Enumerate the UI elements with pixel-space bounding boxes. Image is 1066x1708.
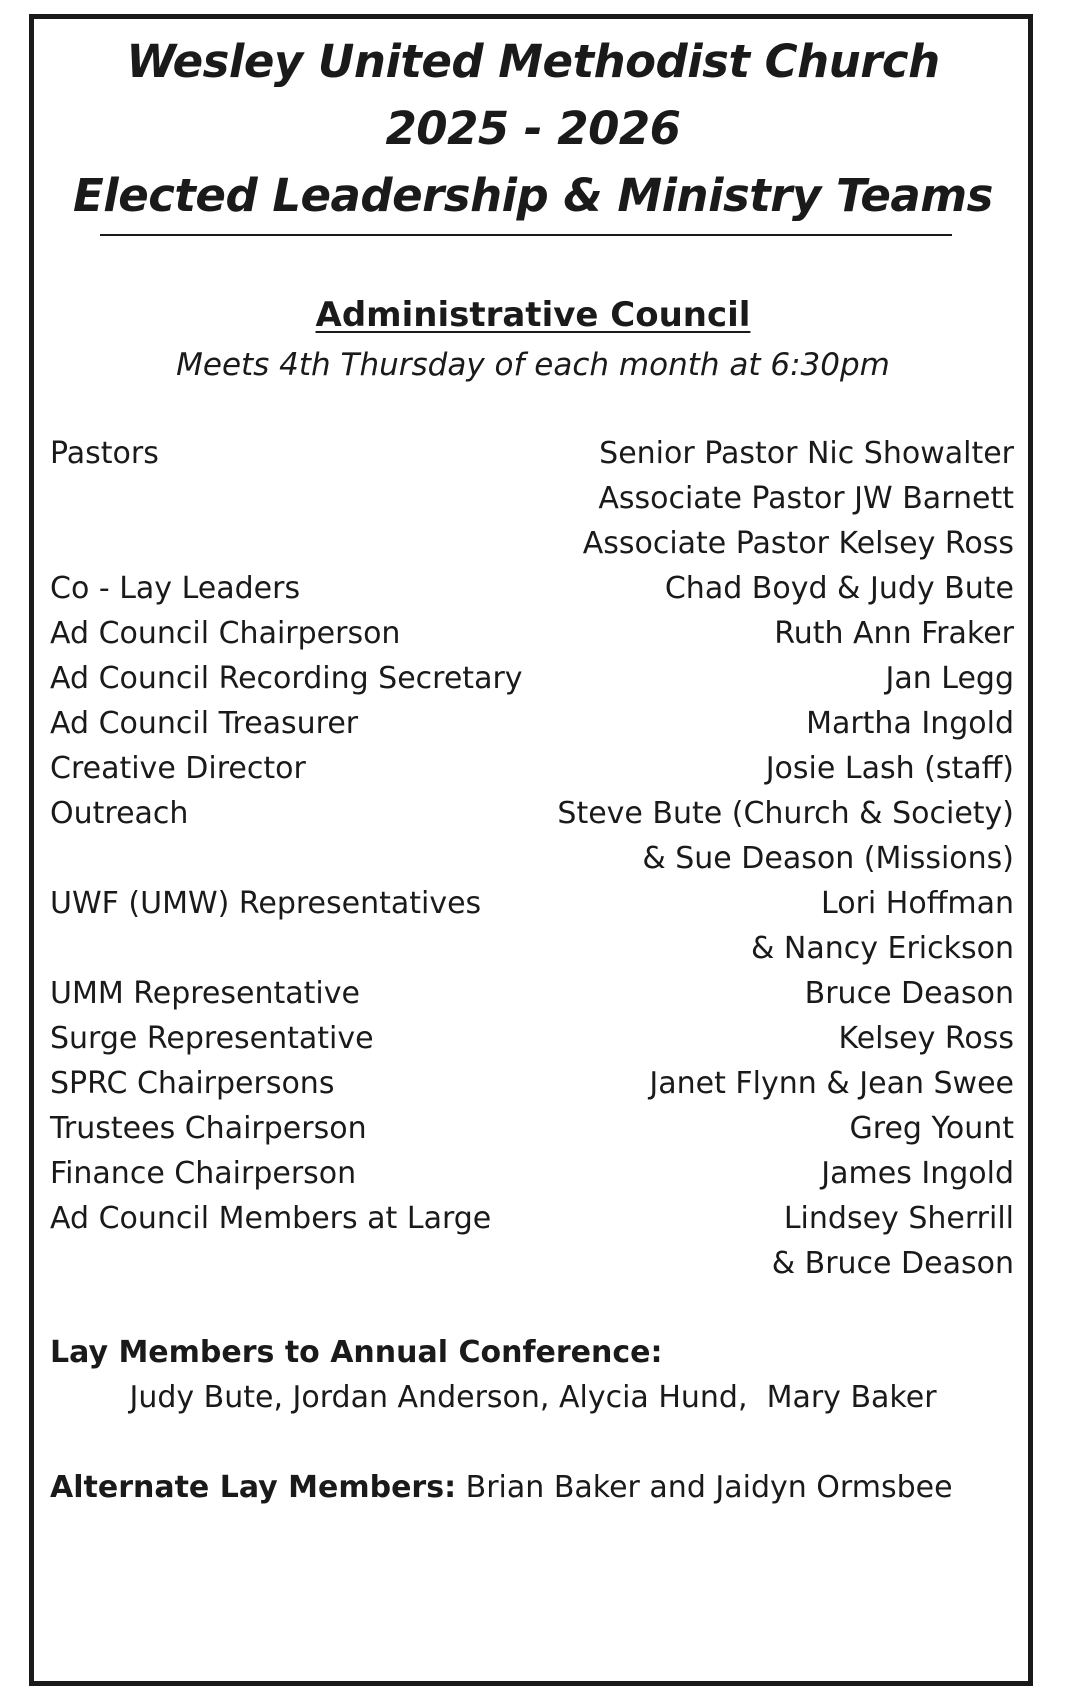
roster-row: [50, 1106, 1014, 1151]
alternate-lay-members: [50, 1465, 953, 1510]
roster-name-line: Jan Legg: [885, 661, 1014, 696]
roster-row: [50, 1151, 1014, 1196]
roster-names: [805, 971, 1014, 1016]
roster-role: Pastors: [50, 436, 159, 471]
roster-role: SPRC Chairpersons: [50, 1066, 335, 1101]
roster-role: Ad Council Treasurer: [50, 706, 359, 741]
meeting-schedule: Meets 4th Thursday of each month at 6:30pm: [176, 347, 890, 383]
roster-names: [839, 1016, 1014, 1061]
roster-row: [50, 1016, 1014, 1061]
roster-role: Co - Lay Leaders: [50, 571, 301, 606]
roster-name-line: Janet Flynn & Jean Swee: [649, 1066, 1014, 1101]
roster-role: Ad Council Chairperson: [50, 616, 401, 651]
roster-name-line: James Ingold: [821, 1156, 1014, 1191]
alternate-lay-members-label: Alternate Lay Members:: [50, 1470, 457, 1505]
lay-members-names: Judy Bute, Jordan Anderson, Alycia Hund, Mary Baker: [129, 1380, 937, 1415]
roster-name-line: Kelsey Ross: [838, 1021, 1014, 1056]
roster-names: [821, 1151, 1014, 1196]
roster-role: Ad Council Recording Secretary: [50, 661, 523, 696]
title-year: 2025 - 2026: [385, 102, 681, 155]
roster-row: [50, 971, 1014, 1016]
roster-name-line: Greg Yount: [849, 1111, 1014, 1146]
title-subtitle: Elected Leadership & Ministry Teams: [73, 169, 993, 222]
roster-name-line: & Nancy Erickson: [750, 931, 1014, 966]
roster-row: [50, 431, 1014, 566]
title-divider: [100, 234, 952, 236]
roster-names: [766, 746, 1014, 791]
roster-name-line: Steve Bute (Church & Society): [557, 796, 1014, 831]
title-church-name: Wesley United Methodist Church: [126, 35, 940, 88]
roster-role: Surge Representative: [50, 1021, 374, 1056]
roster-name-line: Martha Ingold: [806, 706, 1014, 741]
roster-name-line: Associate Pastor JW Barnett: [598, 481, 1014, 516]
roster-names: [557, 791, 1014, 881]
leadership-roster: [50, 431, 1014, 1286]
roster-row: [50, 656, 1014, 701]
roster-row: [50, 701, 1014, 746]
roster-role: Trustees Chairperson: [50, 1111, 367, 1146]
roster-row: [50, 1061, 1014, 1106]
roster-name-line: Lori Hoffman: [821, 886, 1014, 921]
roster-role: UWF (UMW) Representatives: [50, 886, 482, 921]
roster-names: [885, 656, 1014, 701]
roster-names: [665, 566, 1014, 611]
roster-name-line: Josie Lash (staff): [765, 751, 1014, 786]
lay-members-heading: Lay Members to Annual Conference:: [50, 1335, 663, 1370]
alternate-lay-members-names: Brian Baker and Jaidyn Ormsbee: [465, 1470, 953, 1505]
roster-names: [772, 1196, 1014, 1286]
roster-names: [806, 701, 1014, 746]
roster-name-line: Bruce Deason: [804, 976, 1014, 1011]
roster-role: Creative Director: [50, 751, 306, 786]
roster-row: [50, 791, 1014, 881]
roster-name-line: Ruth Ann Fraker: [774, 616, 1014, 651]
roster-names: [649, 1061, 1014, 1106]
roster-names: [583, 431, 1014, 566]
roster-row: [50, 746, 1014, 791]
roster-name-line: & Sue Deason (Missions): [642, 841, 1014, 876]
section-heading: Administrative Council: [315, 295, 751, 335]
roster-row: [50, 881, 1014, 971]
roster-names: [774, 611, 1014, 656]
page-title: [0, 28, 1066, 229]
roster-role: Outreach: [50, 796, 189, 831]
roster-name-line: & Bruce Deason: [771, 1246, 1014, 1281]
roster-row: [50, 566, 1014, 611]
roster-row: [50, 1196, 1014, 1286]
roster-name-line: Associate Pastor Kelsey Ross: [582, 526, 1014, 561]
roster-names: [850, 1106, 1014, 1151]
roster-row: [50, 611, 1014, 656]
roster-role: Finance Chairperson: [50, 1156, 357, 1191]
roster-role: Ad Council Members at Large: [50, 1201, 492, 1236]
roster-names: [751, 881, 1014, 971]
roster-role: UMM Representative: [50, 976, 360, 1011]
roster-name-line: Chad Boyd & Judy Bute: [664, 571, 1014, 606]
roster-name-line: Lindsey Sherrill: [783, 1201, 1014, 1236]
roster-name-line: Senior Pastor Nic Showalter: [599, 436, 1014, 471]
